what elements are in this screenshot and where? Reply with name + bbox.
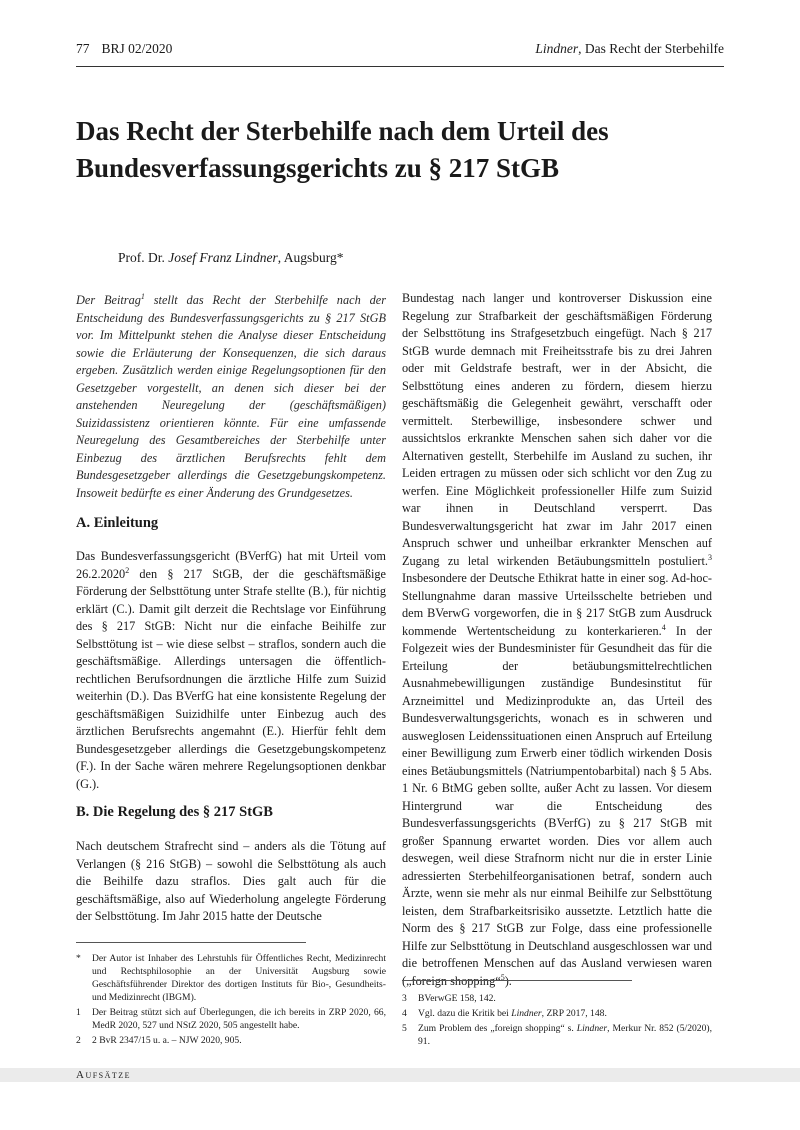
author-affiliation: , Augsburg* bbox=[277, 250, 344, 265]
header-rule bbox=[76, 66, 724, 67]
footnote: 2 2 BvR 2347/15 u. a. – NJW 2020, 905. bbox=[76, 1035, 242, 1046]
footnote-ref-4: 4 bbox=[661, 622, 666, 632]
section-b-paragraph: Nach deutschem Strafrecht sind – anders als die Tötung auf Verlangen (§ 216 StGB) – sowohl die Selbsttötung als auch die Beihilfe dazu straflos. Dies galt auch für die geschäftsmäßige, also auf Wiederholung angelegte Förderung der Selbsttötung. Im Jahr 2015 hatte der Deutsche bbox=[76, 839, 386, 923]
section-heading-b: B. Die Regelung des § 217 StGB bbox=[76, 804, 273, 820]
footnote: 1 Der Beitrag stützt sich auf Überlegungen, die ich bereits in ZRP 2020, 66, MedR 2020, 527 und NStZ 2020, 505 angestellt habe. bbox=[76, 1007, 386, 1031]
footnote-rule-left bbox=[76, 942, 306, 943]
author-name: Josef Franz Lindner bbox=[168, 250, 278, 265]
footnote-ref-2: 2 bbox=[125, 565, 130, 575]
header-running-title: , Das Recht der Sterbehilfe bbox=[578, 41, 724, 56]
running-header-right bbox=[535, 41, 724, 57]
footnotes-right bbox=[402, 992, 712, 1050]
footnote-ref-3: 3 bbox=[708, 552, 712, 562]
footnote: 5 Zum Problem des „foreign shopping“ s. Lindner, Merkur Nr. 852 (5/2020), 91. bbox=[402, 1023, 712, 1047]
footnote-ref-1: 1 bbox=[140, 291, 145, 301]
running-header-left bbox=[76, 41, 184, 57]
page-number: 77 bbox=[76, 41, 90, 56]
footer-section: Aufsätze bbox=[76, 1069, 132, 1081]
footnote: 4 Vgl. dazu die Kritik bei Lindner, ZRP 2017, 148. bbox=[402, 1008, 607, 1019]
footnotes-left bbox=[76, 952, 386, 1049]
footnote: 3 BVerwGE 158, 142. bbox=[402, 993, 496, 1004]
footnote: * Der Autor ist Inhaber des Lehrstuhls für Öffentliches Recht, Medizinrecht und Rechtsphilosophie an der Universität Augsburg sowie Geschäftsführender Direktor des dortigen Instituts für Bio-, Gesundheits- und Medizinrecht (IBGM). bbox=[76, 953, 386, 1003]
footnote-ref-5: 5 bbox=[500, 972, 505, 982]
author-prefix: Prof. Dr. bbox=[118, 250, 169, 265]
footer-section-label bbox=[76, 1068, 131, 1082]
right-column-paragraph: Bundestag nach langer und kontroverser Diskussion eine Regelung zur Strafbarkeit der geschäftsmäßigen Förderung der Selbsttötung ins Strafgesetzbuch eingefügt. Nach § 217 StGB wurde demnach mit Freiheitsstrafe bis zu drei Jahren oder mit Geldstrafe bestraft, wer in der Absicht, die Selbsttötung eines anderen zu fördern, diesem hierzu geschäftsmäßig die Gelegenheit gewährt, verschafft oder vermittelt. Sterbewillige, insbesondere schwer und aussichtslos erkrankte Menschen sahen sich daher vor die Alternativen gestellt, Sterbehilfe im Ausland zu suchen, ihr Leiden ertragen zu müssen oder sich schlicht vor den Zug zu werfen. Eine Möglichkeit professioneller Hilfe zum Suizid war ihnen in Deutschland versperrt. Das Bundesverwaltungsgericht hat zwar im Jahr 2017 einen Anspruch schwer und unheilbar erkrankter Menschen auf Zugang zu letal wirkenden Betäubungsmitteln postuliert.$^3$ Insbesondere der Deutsche Ethikrat hatte in einer sog. Ad-hoc-Stellungnahme daran massive Urteilsschelte betrieben und dem BVerwG vorgeworfen, die in § 217 StGB zum Ausdruck kommende Wertentscheidung zu konterkarieren.$^4$ In der Folgezeit wies der Bundesminister für Gesundheit das für die Erteilung der betäubungsmittelrechtlichen Ausnahmebewilligungen zuständige Bundesinstitut für Arzneimittel und Medizinprodukte an, das Urteil des Bundesverwaltungsgerichts, wonach es in schweren und ausweglosen Leidenssituationen einen Anspruch auf Erteilung einer Bewilligung zum Erwerb einer tödlich wirkenden Dosis eines Betäubungsmittels (Natriumpentobarbital) nach § 5 Abs. 1 Nr. 6 BtMG geben sollte, außer Acht zu lassen. Vor diesem Hintergrund war die Entscheidung des Bundesverfassungsgerichts (BVerfG) zu § 217 StGB mit großer Spannung erwartet worden. Dies vor allem auch deswegen, weil diese Strafnorm nicht nur die in erster Linie adressierten Sterbehilfeorganisationen betraf, sondern auch Ärzte, wenn sie mehr als nur einmal Beihilfe zur Selbsttötung leisten, dem Strafbarkeitsrisiko aussetzte. Letztlich hatte die Norm des § 217 StGB zur Folge, dass eine professionelle Hilfe zur Selbsttötung in Deutschland ausgeschlossen war und die betroffenen Menschen auf das Ausland verwiesen waren („foreign shopping“$^5$). bbox=[402, 291, 712, 988]
footnote-rule-right bbox=[402, 980, 632, 981]
header-author: Lindner bbox=[535, 41, 579, 56]
section-heading-a: A. Einleitung bbox=[76, 515, 159, 531]
journal-issue: BRJ 02/2020 bbox=[101, 41, 173, 56]
section-a-paragraph: Das Bundesverfassungsgericht (BVerfG) hat mit Urteil vom 26.2.2020$^2$ den § 217 StGB, der die geschäftsmäßige Förderung der Selbsttötung unter Strafe stellte (B.), für nichtig erklärt (C.). Damit gilt derzeit die Rechtslage vor Einführung des § 217 StGB: Nicht nur die einfache Beihilfe zur Selbsttötung ist – wie diese selbst – straflos, sondern auch die geschäftsmäßige. Allerdings untersagen die öffentlich-rechtlichen Berufsordnungen die ärztliche Hilfe zum Suizid weiterhin (D.). Das BVerfG hat eine konsistente Regelung der geschäftsmäßigen Suizidhilfe unter Einbezug auch des ärztlichen Berufsrechts angemahnt (E.). Hierfür fehlt dem Bundesgesetzgeber allerdings die Gesetzgebungskompetenz (F.). In der Sache wären mehrere Regelungsoptionen denkbar (G.). bbox=[76, 549, 386, 791]
byline bbox=[118, 250, 344, 266]
article-title: Das Recht der Sterbehilfe nach dem Urteil des Bundesverfassungsgerichts zu § 217 StGB bbox=[76, 116, 609, 183]
abstract: Der Beitrag$^1$ stellt das Recht der Sterbehilfe nach der Entscheidung des Bundesverfassungsgerichts zu § 217 StGB vor. Im Mittelpunkt stehen die Analyse dieser Entscheidung sowie die Erläuterung der Konsequenzen, die sich daraus ergeben. Zusätzlich werden einige Regelungsoptionen für den Gesetzgeber vorgestellt, an denen sich dieser bei der anstehenden Neuregelung der (geschäftsmäßigen) Suizidassistenz orientieren könnte. Für eine umfassende Neuregelung des Gesamtbereiches der Sterbehilfe unter Einbezug des ärztlichen Berufsrechts fehlt dem Bundesgesetzgeber allerdings die Gesetzgebungskompetenz. Insoweit bedürfte es einer Änderung des Grundgesetzes. bbox=[76, 291, 386, 500]
